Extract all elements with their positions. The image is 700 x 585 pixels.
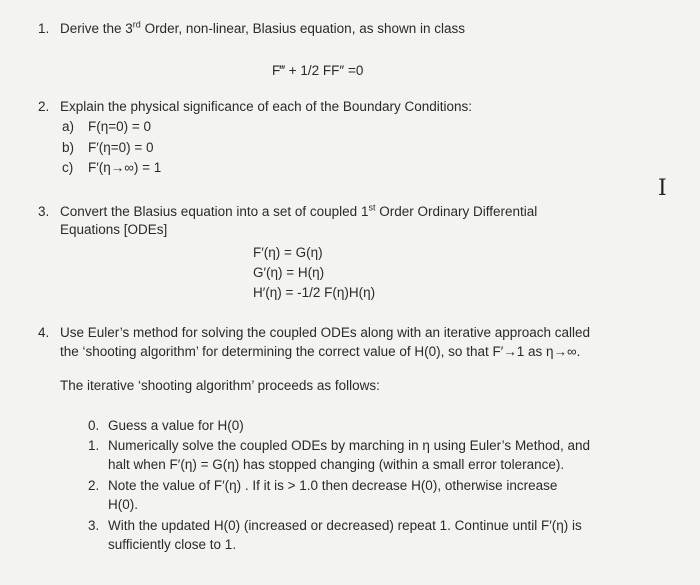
text-cursor-icon: I [658,176,667,201]
step-1-line1: Numerically solve the coupled ODEs by marching in η using Euler’s Method, and [108,438,590,453]
step-0-number: 0. [88,418,100,433]
step-3-line1: With the updated H(0) (increased or decreased) repeat 1. Continue until F′(η) is [108,518,582,533]
bc-b-label: b) [62,140,75,155]
ode-eq-2: G′(η) = H(η) [253,265,325,280]
q1-text: Derive the 3rd Order, non-linear, Blasius equation, as shown in class [60,19,465,36]
bc-b-text: F′(η=0) = 0 [88,140,154,155]
step-2-number: 2. [88,478,100,493]
blasius-equation: F‴ + 1/2 FF″ =0 [272,63,364,78]
q3-line1: Convert the Blasius equation into a set of coupled 1st Order Ordinary Differential [60,202,538,219]
step-1-number: 1. [88,438,100,453]
q4-intro: The iterative ‘shooting algorithm’ proceeds as follows: [60,378,380,393]
ode-eq-1: F′(η) = G(η) [253,245,323,260]
q4-number: 4. [38,325,50,340]
q3-number: 3. [38,204,50,219]
bc-a-text: F(η=0) = 0 [88,119,152,134]
q2-number: 2. [38,99,50,114]
q4-line2: the ‘shooting algorithm’ for determining the correct value of H(0), so that F′→1 as η→∞. [60,344,581,359]
step-3-number: 3. [88,518,100,533]
q2-text: Explain the physical significance of each of the Boundary Conditions: [60,99,473,114]
ode-eq-3: H′(η) = -1/2 F(η)H(η) [253,285,376,300]
step-0-line1: Guess a value for H(0) [108,418,244,433]
q1-number: 1. [38,21,50,36]
step-2-line2: H(0). [108,497,138,512]
step-1-line2: halt when F′(η) = G(η) has stopped changing (within a small error tolerance). [108,457,565,472]
bc-a-label: a) [62,119,75,134]
step-2-line1: Note the value of F′(η) . If it is > 1.0 then decrease H(0), otherwise increase [108,478,558,493]
bc-c-text: F′(η→∞) = 1 [88,160,162,175]
step-3-line2: sufficiently close to 1. [108,537,237,552]
q3-line2: Equations [ODEs] [60,222,168,237]
bc-c-label: c) [62,160,74,175]
q4-line1: Use Euler’s method for solving the coupled ODEs along with an iterative approach called [60,325,591,340]
